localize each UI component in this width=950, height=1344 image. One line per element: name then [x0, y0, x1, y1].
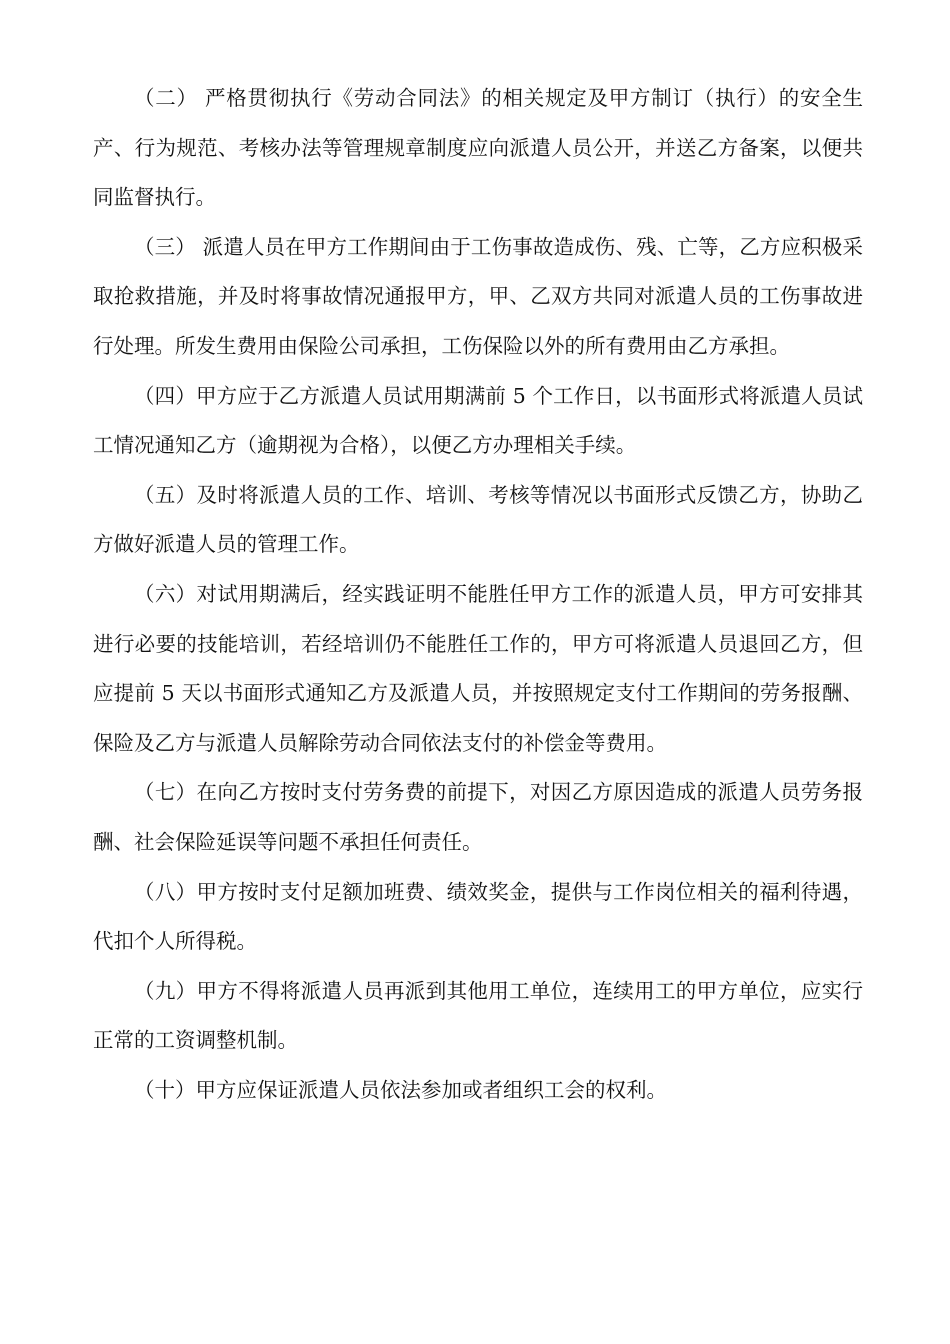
clause-6: （六）对试用期满后，经实践证明不能胜任甲方工作的派遣人员，甲方可安排其进行必要的技能培训，若经培训仍不能胜任工作的，甲方可将派遣人员退回乙方，但应提前 5 天以书面形式通知乙方及派遣人员，并按照规定支付工作期间的劳务报酬、保险及乙方与派遣人员解除劳动合同依法支付的补偿金等费用。: [93, 581, 863, 755]
clause-5: （五）及时将派遣人员的工作、培训、考核等情况以书面形式反馈乙方，协助乙方做好派遣人员的管理工作。: [93, 482, 863, 557]
clause-2: （二） 严格贯彻执行《劳动合同法》的相关规定及甲方制订（执行）的安全生产、行为规范、考核办法等管理规章制度应向派遣人员公开，并送乙方备案，以便共同监督执行。: [93, 86, 863, 210]
clause-8: （八）甲方按时支付足额加班费、绩效奖金，提供与工作岗位相关的福利待遇，代扣个人所得税。: [93, 879, 863, 954]
clause-7: （七）在向乙方按时支付劳务费的前提下，对因乙方原因造成的派遣人员劳务报酬、社会保险延误等问题不承担任何责任。: [93, 780, 863, 854]
clause-4: （四）甲方应于乙方派遣人员试用期满前 5 个工作日，以书面形式将派遣人员试工情况通知乙方（逾期视为合格），以便乙方办理相关手续。: [93, 383, 863, 458]
clause-10: （十）甲方应保证派遣人员依法参加或者组织工会的权利。: [134, 1077, 667, 1102]
clause-9: （九）甲方不得将派遣人员再派到其他用工单位，连续用工的甲方单位，应实行正常的工资调整机制。: [93, 978, 863, 1053]
clause-3: （三） 派遣人员在甲方工作期间由于工伤事故造成伤、残、亡等，乙方应积极采取抢救措施，并及时将事故情况通报甲方，甲、乙双方共同对派遣人员的工伤事故进行处理。所发生费用由保险公司承担，工伤保险以外的所有费用由乙方承担。: [93, 234, 863, 358]
document-body: [93, 74, 863, 1115]
